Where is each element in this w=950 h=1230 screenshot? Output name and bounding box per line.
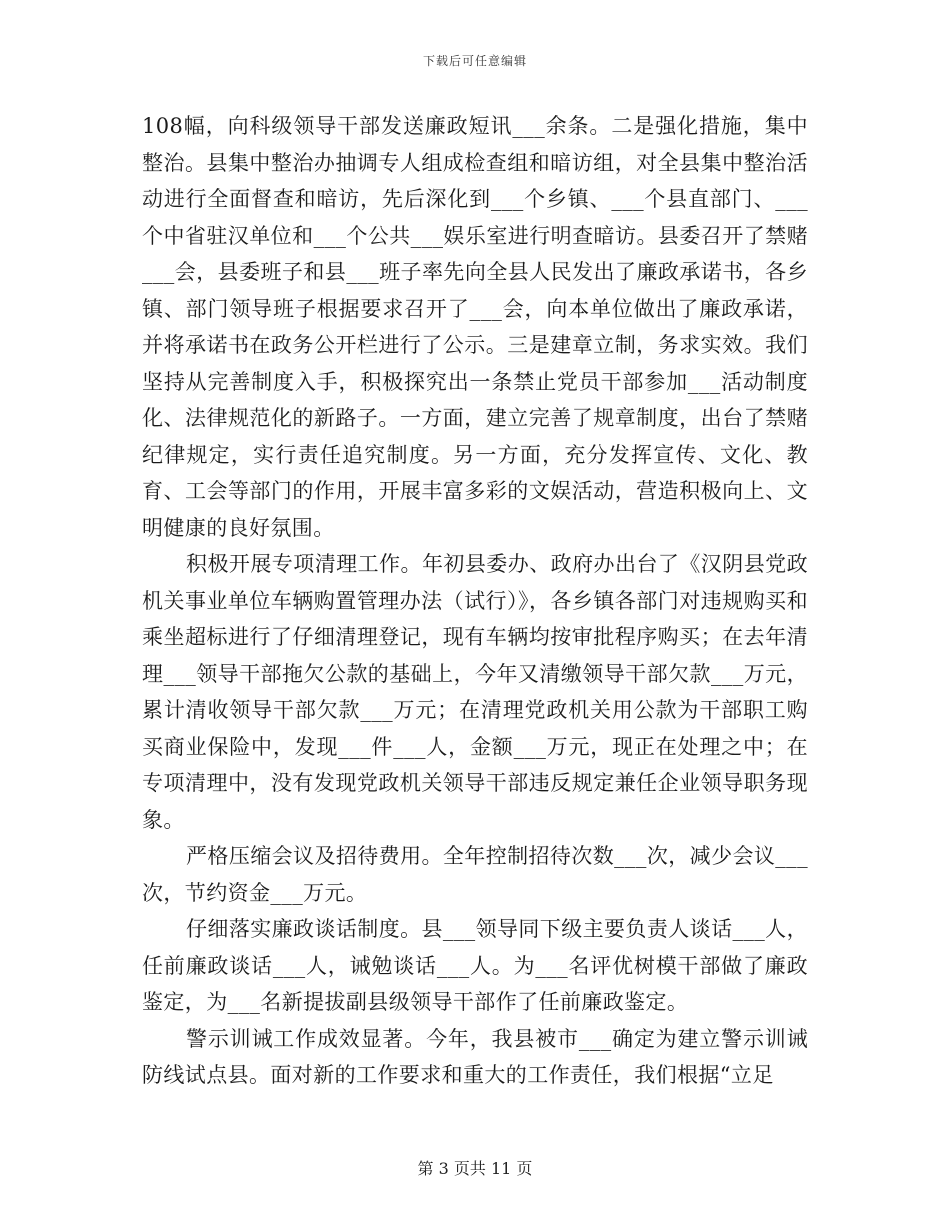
paragraph-3: 严格压缩会议及招待费用。全年控制招待次数___次，减少会议___次，节约资金___万元。 <box>142 844 808 905</box>
page-footer: 第 3 页共 11 页 <box>417 1159 533 1178</box>
page-header: 下载后可任意编辑 <box>422 54 527 68</box>
document-body <box>142 108 808 1094</box>
paragraph-2: 积极开展专项清理工作。年初县委办、政府办出台了《汉阴县党政机关事业单位车辆购置管理办法（试行）》，各乡镇各部门对违规购买和乘坐超标进行了仔细清理登记，现有车辆均按审批程序购买；在去年清理___领导干部拖欠公款的基础上，今年又清缴领导干部欠款___万元，累计清收领导干部欠款___万元；在清理党政机关用公款为干部职工购买商业保险中，发现___件___人，金额___万元，现正在处理之中；在专项清理中，没有发现党政机关领导干部违反规定兼任企业领导职务现象。 <box>142 552 808 832</box>
paragraph-4: 仔细落实廉政谈话制度。县___领导同下级主要负责人谈话___人，任前廉政谈话___人，诫勉谈话___人。为___名评优树模干部做了廉政鉴定，为___名新提拔副县级领导干部作了任前廉政鉴定。 <box>142 917 808 1014</box>
paragraph-1: 108幅，向科级领导干部发送廉政短讯___余条。二是强化措施，集中整治。县集中整治办抽调专人组成检查组和暗访组，对全县集中整治活动进行全面督查和暗访，先后深化到___个乡镇、___个县直部门、___个中省驻汉单位和___个公共___娱乐室进行明查暗访。县委召开了禁赌___会，县委班子和县___班子率先向全县人民发出了廉政承诺书，各乡镇、部门领导班子根据要求召开了___会，向本单位做出了廉政承诺，并将承诺书在政务公开栏进行了公示。三是建章立制，务求实效。我们坚持从完善制度入手，积极探究出一条禁止党员干部参加___活动制度化、法律规范化的新路子。一方面，建立完善了规章制度，出台了禁赌纪律规定，实行责任追究制度。另一方面，充分发挥宣传、文化、教育、工会等部门的作用，开展丰富多彩的文娱活动，营造积极向上、文明健康的良好氛围。 <box>142 114 808 540</box>
paragraph-5: 警示训诫工作成效显著。今年，我县被市___确定为建立警示训诫防线试点县。面对新的工作要求和重大的工作责任，我们根据“立足 <box>142 1026 808 1087</box>
